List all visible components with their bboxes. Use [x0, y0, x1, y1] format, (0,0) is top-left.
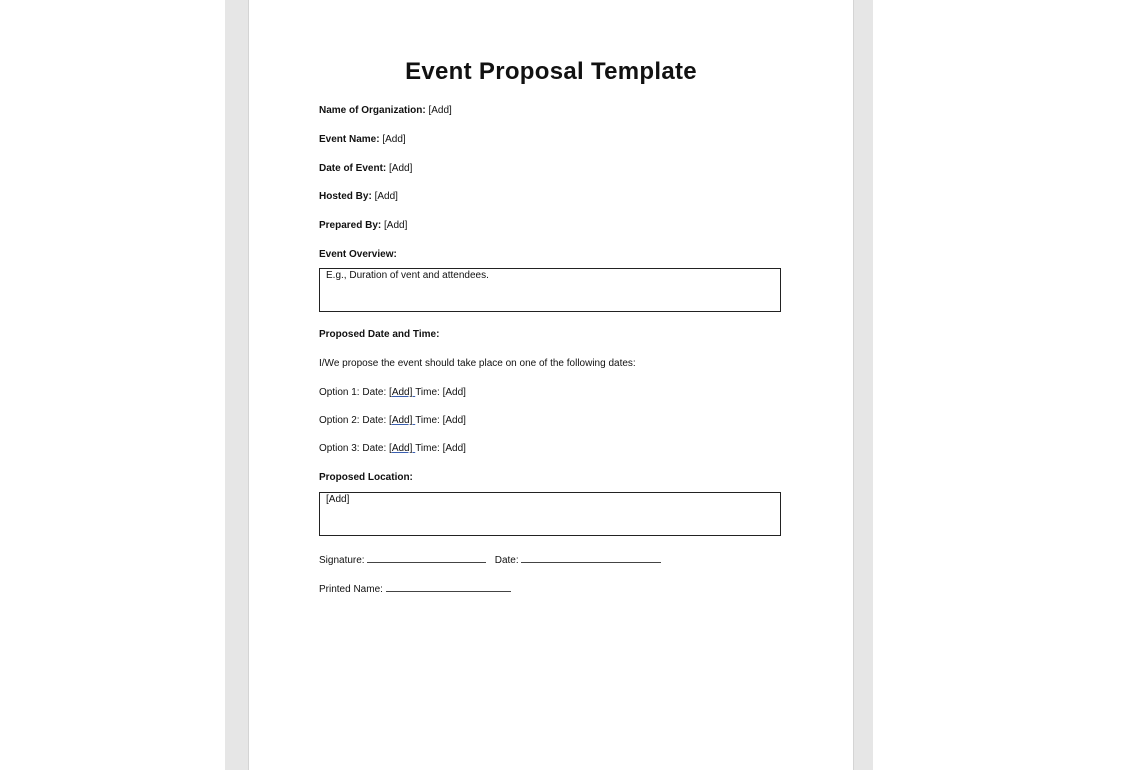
page-title: Event Proposal Template	[405, 58, 697, 85]
event-name-line	[319, 134, 406, 145]
proposed-datetime-intro: I/We propose the event should take place on one of the following dates:	[319, 358, 636, 369]
hosted-by-value[interactable]: [Add]	[374, 191, 398, 202]
proposed-datetime-label: Proposed Date and Time:	[319, 329, 440, 340]
option-3-time[interactable]: Time: [Add]	[415, 443, 466, 454]
signature-date-blank[interactable]	[521, 553, 661, 563]
option-2-time[interactable]: Time: [Add]	[415, 415, 466, 426]
option-1-prefix: Option 1: Date: [	[319, 387, 392, 398]
location-heading	[319, 472, 413, 483]
option-3-date-value[interactable]: Add]	[391, 443, 413, 454]
date-option-2	[319, 415, 466, 426]
prepared-by-value[interactable]: [Add]	[384, 220, 408, 231]
overview-heading	[319, 249, 397, 260]
prepared-by-line	[319, 220, 407, 231]
organization-label: Name of Organization:	[319, 105, 426, 116]
signature-line	[319, 553, 661, 566]
hosted-by-label: Hosted By:	[319, 191, 372, 202]
signature-date-label: Date:	[494, 555, 519, 566]
date-option-3	[319, 443, 466, 454]
event-date-label: Date of Event:	[319, 163, 387, 174]
prepared-by-label: Prepared By:	[319, 220, 382, 231]
proposed-datetime-heading	[319, 329, 439, 340]
overview-content: E.g., Duration of vent and attendees.	[326, 270, 489, 281]
event-date-value[interactable]: [Add]	[389, 163, 413, 174]
printed-name-line	[319, 582, 511, 595]
date-option-1	[319, 387, 466, 398]
overview-label: Event Overview:	[319, 249, 397, 260]
organization-line	[319, 105, 452, 116]
option-3-prefix: Option 3: Date: [	[319, 443, 392, 454]
location-text-box[interactable]	[319, 492, 781, 536]
printed-name-label: Printed Name:	[319, 584, 383, 595]
option-1-date-value[interactable]: Add]	[391, 387, 413, 398]
overview-text-box[interactable]	[319, 268, 781, 312]
location-label: Proposed Location:	[319, 472, 413, 483]
option-2-prefix: Option 2: Date: [	[319, 415, 392, 426]
signature-blank[interactable]	[367, 553, 486, 563]
printed-name-blank[interactable]	[386, 582, 511, 592]
location-content: [Add]	[326, 494, 350, 505]
option-1-time[interactable]: Time: [Add]	[415, 387, 466, 398]
document-page	[248, 0, 854, 770]
event-name-value[interactable]: [Add]	[382, 134, 406, 145]
event-date-line	[319, 163, 412, 174]
organization-value[interactable]: [Add]	[428, 105, 452, 116]
event-name-label: Event Name:	[319, 134, 380, 145]
hosted-by-line	[319, 191, 398, 202]
signature-label: Signature:	[319, 555, 365, 566]
option-2-date-value[interactable]: Add]	[391, 415, 413, 426]
